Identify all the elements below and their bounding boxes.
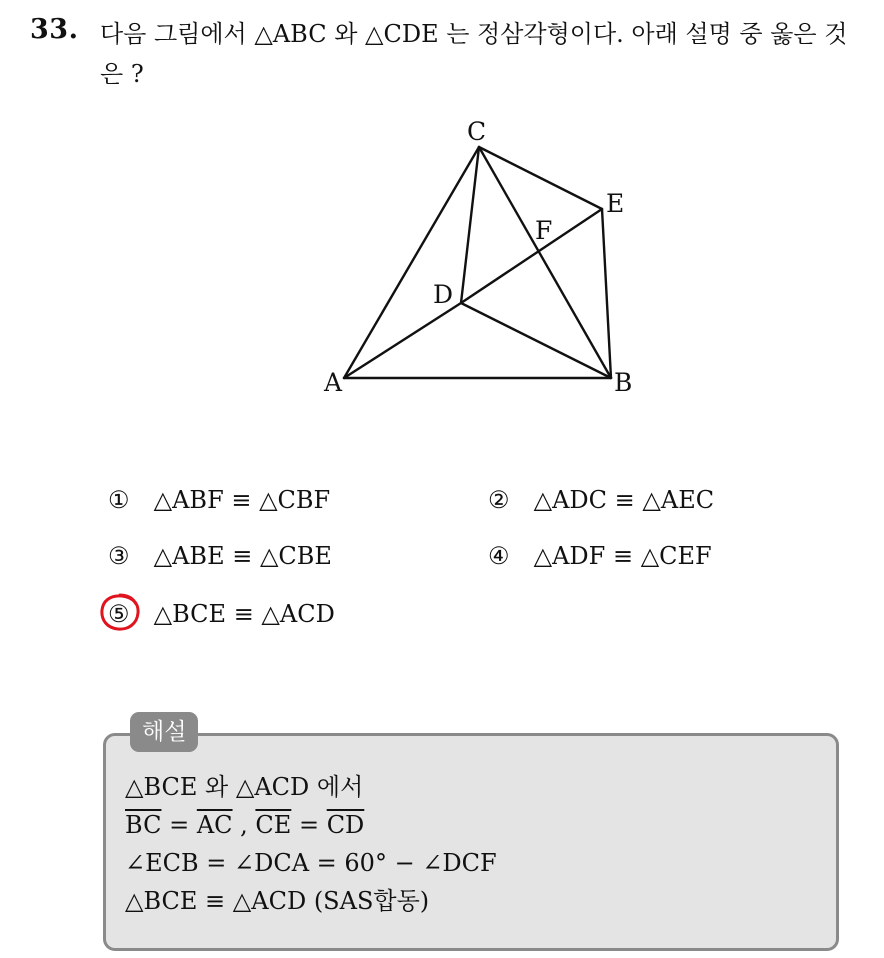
segment-BE — [602, 209, 611, 378]
choice-text: △ABF ≡ △CBF — [153, 486, 331, 514]
choice-number: ② — [488, 486, 510, 514]
question-text: 다음 그림에서 △ABC 와 △CDE 는 정삼각형이다. 아래 설명 중 옳은 것은 ? — [100, 20, 848, 88]
label-B: B — [614, 368, 633, 397]
choice-4[interactable] — [488, 538, 712, 574]
solution-line-3: ∠ECB = ∠DCA = 60° − ∠DCF — [125, 849, 497, 877]
segment-CD — [461, 147, 479, 303]
segment-cd: $\overline{CD}$ — [326, 811, 365, 839]
label-C: C — [467, 117, 487, 146]
choice-3[interactable] — [108, 538, 332, 574]
equals-sign: = — [161, 811, 197, 839]
choice-number: ① — [108, 486, 130, 514]
label-E: E — [606, 189, 625, 218]
solution-content — [125, 768, 497, 920]
choice-text: △BCE ≡ △ACD — [153, 600, 335, 628]
separator: , — [232, 811, 256, 839]
segment-AD — [344, 303, 461, 378]
choice-number: ④ — [488, 542, 510, 570]
choice-number — [108, 596, 146, 632]
solution-line-1: △BCE 와 △ACD 에서 — [125, 773, 364, 801]
solution-line-2 — [125, 806, 497, 844]
choice-number-text: ⑤ — [108, 600, 130, 628]
label-F: F — [535, 216, 553, 245]
segment-AC — [344, 147, 479, 378]
choice-5[interactable] — [108, 596, 335, 632]
segment-DE — [461, 209, 602, 303]
choice-2[interactable] — [488, 482, 714, 518]
segment-bc: $\overline{BC}$ — [125, 811, 162, 839]
equals-sign: = — [291, 811, 327, 839]
solution-tab: 해설 — [130, 712, 198, 752]
choice-text: △ABE ≡ △CBE — [153, 542, 332, 570]
geometry-figure — [300, 110, 660, 410]
choice-number: ③ — [108, 542, 130, 570]
triangle-diagram — [300, 110, 660, 410]
label-D: D — [433, 280, 454, 309]
choice-text: △ADF ≡ △CEF — [533, 542, 712, 570]
segment-ce: $\overline{CE}$ — [255, 811, 292, 839]
question-number: 33. — [30, 14, 79, 45]
choice-text: △ADC ≡ △AEC — [533, 486, 715, 514]
solution-line-4: △BCE ≡ △ACD (SAS합동) — [125, 887, 430, 915]
choice-1[interactable] — [108, 482, 330, 518]
answer-circle-mark-icon — [98, 590, 142, 634]
segment-ac: $\overline{AC}$ — [196, 811, 233, 839]
label-A: A — [324, 368, 343, 397]
segment-BC — [479, 147, 611, 378]
